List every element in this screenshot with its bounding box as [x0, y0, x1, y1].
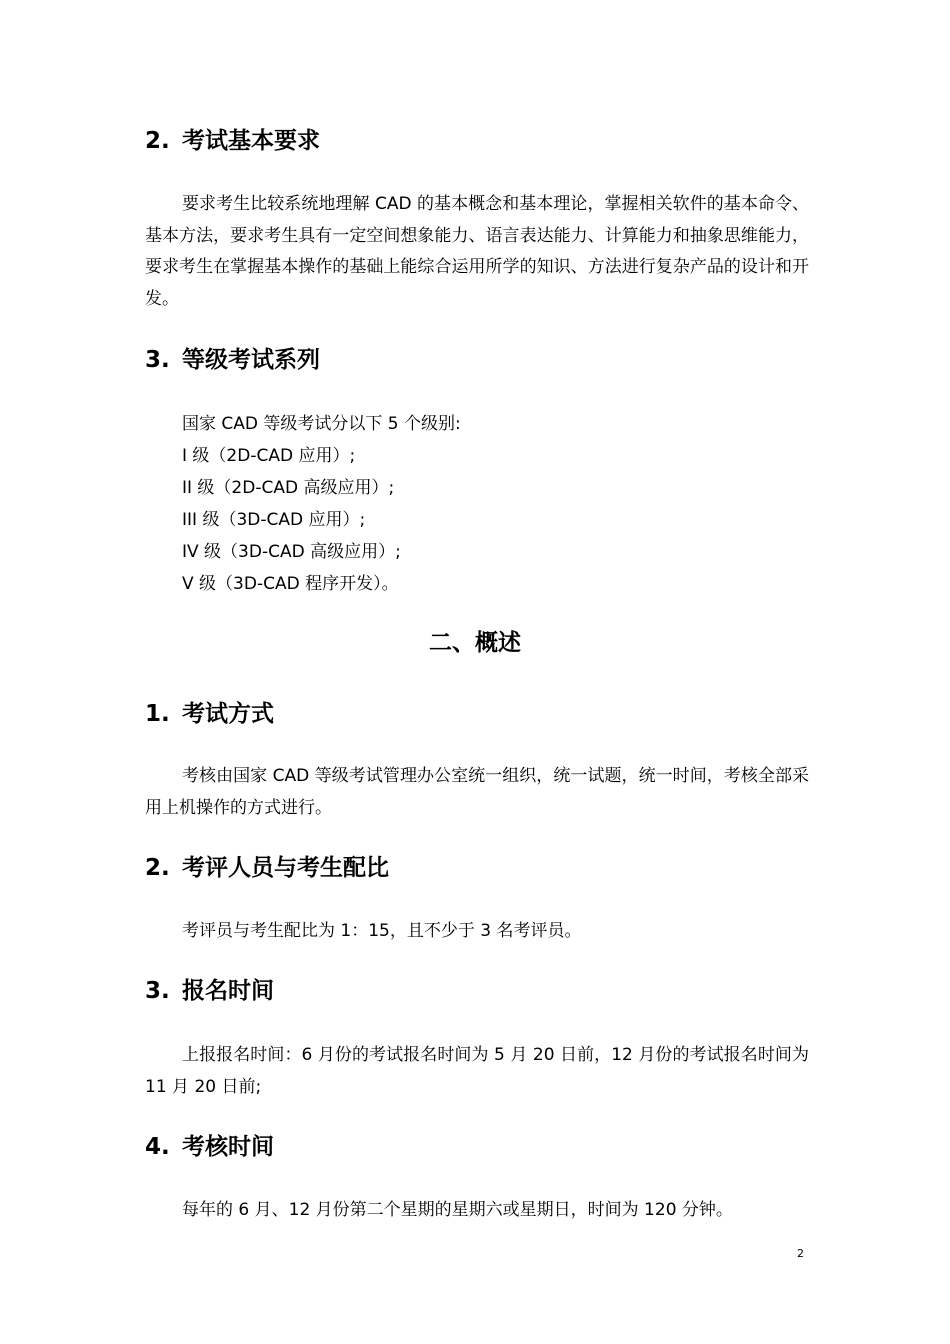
paragraph-text: 每年的 6 月、12 月份第二个星期的星期六或星期日，时间为 120 分钟。 — [182, 1200, 733, 1220]
list-item-level-5: V 级（3D-CAD 程序开发）。 — [182, 574, 399, 594]
section-number: 3. — [145, 978, 170, 1004]
basic-requirements-paragraph — [145, 189, 809, 315]
section-title: 考评人员与考生配比 — [182, 855, 389, 881]
section-heading-exam-method — [145, 699, 274, 729]
assessment-time-paragraph — [145, 1195, 809, 1227]
page-number: 2 — [797, 1247, 804, 1260]
paragraph-text: 要求考生比较系统地理解 CAD 的基本概念和基本理论，掌握相关软件的基本命令、基本方法，要求考生具有一定空间想象能力、语言表达能力、计算能力和抽象思维能力，要求考生在掌握基本操作的基础上能综合运用所学的知识、方法进行复杂产品的设计和开发。 — [145, 194, 809, 309]
section-title: 考试方式 — [182, 701, 274, 727]
section-number: 4. — [145, 1134, 170, 1160]
paragraph-text: 考评员与考生配比为 1：15，且不少于 3 名考评员。 — [182, 921, 582, 941]
section-title: 考核时间 — [182, 1134, 274, 1160]
list-item-level-3: III 级（3D-CAD 应用）; — [182, 510, 366, 530]
section-number: 1. — [145, 701, 170, 727]
list-item-level-1: I 级（2D-CAD 应用）; — [182, 446, 356, 466]
section-number: 2. — [145, 128, 170, 154]
exam-method-paragraph — [145, 761, 809, 824]
section-heading-exam-series — [145, 345, 320, 375]
paragraph-text: 考核由国家 CAD 等级考试管理办公室统一组织，统一试题，统一时间，考核全部采用上机操作的方式进行。 — [145, 766, 809, 818]
section-heading-basic-requirements — [145, 126, 320, 156]
section-title: 等级考试系列 — [182, 347, 320, 373]
section-heading-registration-time — [145, 976, 274, 1006]
exam-series-intro: 国家 CAD 等级考试分以下 5 个级别: — [182, 414, 461, 434]
section-title: 考试基本要求 — [182, 128, 320, 154]
registration-time-paragraph — [145, 1040, 809, 1103]
section-heading-examiner-ratio — [145, 853, 389, 883]
section-number: 2. — [145, 855, 170, 881]
list-item-level-4: IV 级（3D-CAD 高级应用）; — [182, 542, 401, 562]
section-number: 3. — [145, 347, 170, 373]
chapter-heading-overview: 二、概述 — [429, 630, 521, 656]
exam-levels-list — [182, 408, 461, 600]
paragraph-text: 上报报名时间：6 月份的考试报名时间为 5 月 20 日前，12 月份的考试报名时间为 11 月 20 日前; — [145, 1045, 809, 1097]
section-heading-assessment-time — [145, 1132, 274, 1162]
list-item-level-2: II 级（2D-CAD 高级应用）; — [182, 478, 395, 498]
section-title: 报名时间 — [182, 978, 274, 1004]
examiner-ratio-paragraph — [145, 916, 809, 948]
